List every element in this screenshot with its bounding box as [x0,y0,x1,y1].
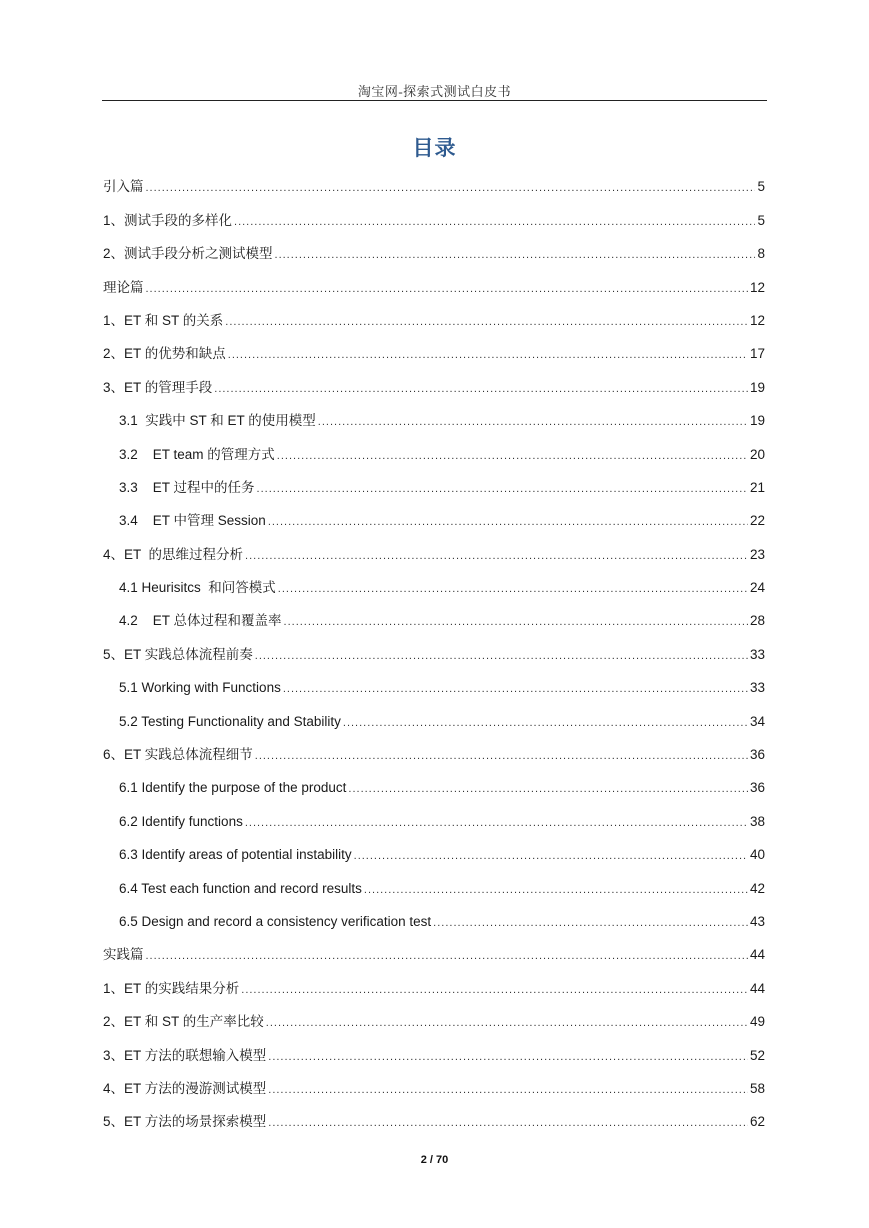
toc-entry[interactable] [103,604,765,637]
toc-dot-leader [278,583,748,596]
toc-entry[interactable] [103,671,765,704]
toc-entry[interactable] [103,771,765,804]
toc-dot-leader [268,1084,748,1097]
toc-entry-page: 62 [749,1114,765,1130]
toc-entry-label: 5、ET 方法的场景探索模型 [103,1114,267,1130]
toc-entry-page: 44 [749,980,765,996]
toc-dot-leader [228,349,748,362]
toc-entry[interactable] [103,838,765,871]
toc-entry-label: 3.2 ET team 的管理方式 [119,446,275,462]
toc-entry[interactable] [103,804,765,837]
toc-entry[interactable] [103,1038,765,1071]
toc-entry-page: 21 [749,479,765,495]
toc-entry-label: 理论篇 [103,279,144,295]
toc-dot-leader [277,450,748,463]
toc-entry[interactable] [103,203,765,236]
toc-entry-page: 40 [749,847,765,863]
toc-entry[interactable] [103,1072,765,1105]
toc-entry-page: 58 [749,1080,765,1096]
toc-entry-page: 5 [757,179,765,195]
toc-entry-label: 6.1 Identify the purpose of the product [119,780,347,796]
toc-dot-leader [364,884,748,897]
toc-entry-page: 12 [749,279,765,295]
toc-entry-label: 1、ET 的实践结果分析 [103,980,240,996]
toc-dot-leader [245,550,748,563]
toc-entry-page: 17 [749,346,765,362]
toc-entry-label: 3.1 实践中 ST 和 ET 的使用模型 [119,413,316,429]
toc-entry-label: 5.2 Testing Functionality and Stability [119,713,341,729]
toc-dot-leader [257,483,748,496]
toc-entry-label: 3、ET 的管理手段 [103,379,213,395]
toc-dot-leader [284,616,748,629]
toc-dot-leader [225,316,748,329]
toc-entry-page: 19 [749,379,765,395]
toc-entry-label: 4、ET 的思维过程分析 [103,546,244,562]
toc-entry-label: 2、ET 的优势和缺点 [103,346,226,362]
toc-dot-leader [255,650,748,663]
toc-entry[interactable] [103,971,765,1004]
toc-entry-page: 23 [749,546,765,562]
toc-entry-page: 20 [749,446,765,462]
toc-entry-page: 52 [749,1047,765,1063]
toc-entry-label: 4.1 Heurisitcs 和问答模式 [119,580,276,596]
toc-entry-label: 1、ET 和 ST 的关系 [103,312,224,328]
toc-entry-label: 6.3 Identify areas of potential instability [119,847,352,863]
table-of-contents [103,170,765,1138]
toc-entry-page: 33 [749,680,765,696]
toc-entry-page: 44 [749,947,765,963]
toc-entry-page: 38 [749,813,765,829]
toc-entry[interactable] [103,1105,765,1138]
toc-dot-leader [433,917,748,930]
toc-entry[interactable] [103,905,765,938]
toc-entry[interactable] [103,938,765,971]
toc-entry-page: 36 [749,780,765,796]
toc-dot-leader [255,750,748,763]
toc-dot-leader [245,817,748,830]
toc-dot-leader [146,283,748,296]
toc-dot-leader [234,216,755,229]
toc-entry[interactable] [103,304,765,337]
toc-dot-leader [146,950,748,963]
toc-entry[interactable] [103,571,765,604]
toc-entry[interactable] [103,637,765,670]
toc-entry-page: 12 [749,312,765,328]
toc-entry[interactable] [103,270,765,303]
toc-entry-page: 42 [749,880,765,896]
toc-dot-leader [268,516,748,529]
toc-entry[interactable] [103,471,765,504]
toc-entry-label: 6.5 Design and record a consistency verification test [119,913,432,929]
toc-dot-leader [266,1017,748,1030]
toc-entry-page: 22 [749,513,765,529]
toc-entry-label: 实践篇 [103,947,144,963]
toc-entry-label: 5.1 Working with Functions [119,680,281,696]
toc-entry[interactable] [103,170,765,203]
toc-entry-label: 1、测试手段的多样化 [103,212,233,228]
toc-dot-leader [348,783,748,796]
toc-entry-label: 6.4 Test each function and record results [119,880,362,896]
toc-dot-leader [241,984,748,997]
toc-entry-label: 4、ET 方法的漫游测试模型 [103,1080,267,1096]
toc-entry-label: 3.4 ET 中管理 Session [119,513,266,529]
header-divider [102,100,767,101]
toc-entry[interactable] [103,504,765,537]
page-number: 2 / 70 [420,1154,449,1166]
toc-entry-page: 8 [757,246,765,262]
toc-entry[interactable] [103,537,765,570]
toc-entry-page: 36 [749,747,765,763]
toc-entry-page: 28 [749,613,765,629]
toc-entry-page: 24 [749,580,765,596]
toc-entry[interactable] [103,871,765,904]
toc-entry[interactable] [103,370,765,403]
toc-entry-label: 3.3 ET 过程中的任务 [119,479,255,495]
toc-dot-leader [318,416,748,429]
toc-entry-label: 2、测试手段分析之测试模型 [103,246,273,262]
toc-entry-page: 34 [749,713,765,729]
toc-entry-page: 49 [749,1014,765,1030]
toc-title: 目录 [412,136,457,160]
toc-dot-leader [268,1051,748,1064]
page-header: 淘宝网-探索式测试白皮书 [357,84,512,99]
toc-entry[interactable] [103,437,765,470]
toc-dot-leader [283,683,748,696]
toc-entry-label: 3、ET 方法的联想输入模型 [103,1047,267,1063]
toc-dot-leader [214,383,748,396]
toc-dot-leader [146,182,756,195]
toc-dot-leader [354,850,748,863]
toc-entry[interactable] [103,738,765,771]
toc-entry[interactable] [103,404,765,437]
toc-dot-leader [275,249,756,262]
toc-entry-label: 2、ET 和 ST 的生产率比较 [103,1014,264,1030]
toc-entry-label: 6.2 Identify functions [119,813,243,829]
toc-dot-leader [268,1117,748,1130]
toc-entry[interactable] [103,337,765,370]
toc-entry[interactable] [103,237,765,270]
toc-entry-label: 引入篇 [103,179,144,195]
toc-dot-leader [343,717,748,730]
toc-entry-page: 19 [749,413,765,429]
toc-entry-page: 33 [749,646,765,662]
toc-entry-label: 5、ET 实践总体流程前奏 [103,646,253,662]
toc-entry[interactable] [103,704,765,737]
toc-entry-page: 5 [757,212,765,228]
toc-entry[interactable] [103,1005,765,1038]
toc-entry-page: 43 [749,913,765,929]
toc-entry-label: 4.2 ET 总体过程和覆盖率 [119,613,282,629]
toc-entry-label: 6、ET 实践总体流程细节 [103,747,253,763]
